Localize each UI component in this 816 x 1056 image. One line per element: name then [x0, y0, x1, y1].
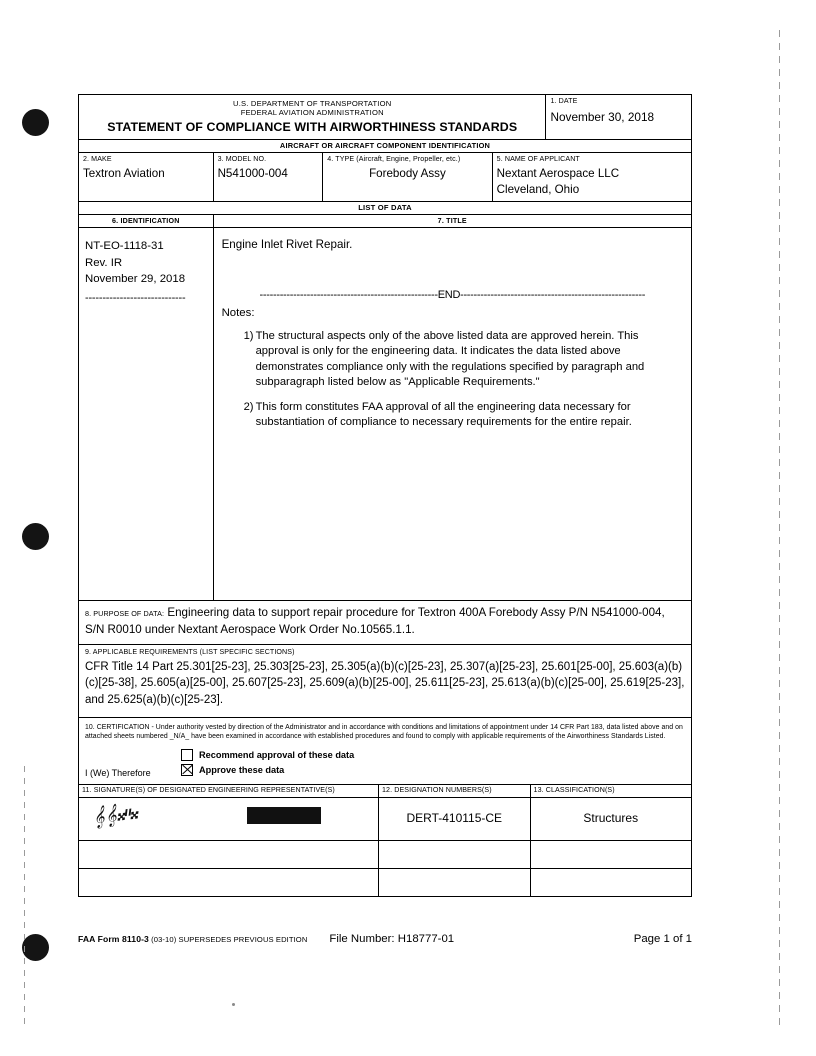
designation-cell [378, 841, 530, 868]
note-text: This form constitutes FAA approval of all the engineering data necessary for substantiation of compliance to necessary requirements for the entire repair. [255, 400, 632, 429]
faa-form-8110-3 [78, 94, 692, 897]
classification-cell [530, 841, 691, 868]
column-6-header: 6. IDENTIFICATION [112, 217, 180, 226]
note-text: The structural aspects only of the above listed data are approved herein. This approval is only for the engineering data. It indicates the data listed above demonstrates compliance only with the regulations specified by paragraph and subparagraph listed below as "Applicable Requirements." [255, 329, 645, 389]
model-value: N541000-004 [217, 167, 288, 181]
signature-cell[interactable] [79, 798, 378, 840]
classification-cell [530, 798, 691, 840]
form-title-block [79, 95, 545, 139]
certification-field [79, 718, 691, 786]
purpose-of-data-field [79, 601, 691, 644]
signature-table-header [79, 785, 691, 798]
agency-line-1: U.S. DEPARTMENT OF TRANSPORTATION [233, 99, 392, 108]
hole-punch-mark [22, 523, 49, 550]
option-recommend-label: Recommend approval of these data [199, 750, 355, 761]
form-header-row [79, 95, 691, 140]
list-item [222, 329, 683, 391]
data-title-text: Engine Inlet Rivet Repair. [221, 238, 353, 252]
certification-options [85, 749, 685, 779]
applicant-label: 5. NAME OF APPLICANT [496, 155, 580, 164]
list-of-data-header-row [79, 215, 691, 228]
notes-list [222, 329, 683, 431]
applicant-value: Nextant Aerospace LLC [496, 167, 620, 181]
type-value: Forebody Assy [369, 167, 446, 181]
signature-cell[interactable] [79, 869, 378, 896]
notes-label: Notes: [221, 306, 255, 319]
type-field [322, 153, 491, 200]
form-number: FAA Form 8110-3 [78, 934, 149, 944]
applicant-city: Cleveland, Ohio [496, 182, 580, 196]
form-number-block [78, 934, 307, 944]
certification-text-part1: 10. CERTIFICATION - Under authority vested by direction of the Administrator and in accordance with conditions and limitations of appointment under 14 CFR Part 183, data listed above and on attached sheets numbered [85, 723, 683, 740]
designation-number: DERT-410115-CE [406, 811, 503, 826]
table-row [79, 841, 691, 869]
applicant-field [492, 153, 691, 200]
type-label: 4. TYPE (Aircraft, Engine, Propeller, etc.) [327, 155, 461, 164]
title-cell [213, 228, 691, 600]
ident-line: November 29, 2018 [85, 273, 186, 286]
attached-sheets-value: _N/A_ [169, 732, 190, 740]
scan-edge-artifact [779, 30, 780, 1026]
band-list-of-data: LIST OF DATA [79, 202, 691, 216]
date-label: 1. DATE [550, 97, 578, 105]
designation-cell [378, 798, 530, 840]
redaction-block [247, 807, 321, 824]
file-number: File Number: H18777-01 [329, 933, 455, 945]
band-aircraft-identification: AIRCRAFT OR AIRCRAFT COMPONENT IDENTIFICATION [79, 140, 691, 154]
classification-cell [530, 869, 691, 896]
column-7-header: 7. TITLE [213, 215, 691, 227]
certification-text [85, 723, 685, 742]
model-field [213, 153, 323, 200]
checkbox-checked-icon[interactable] [181, 764, 193, 776]
option-recommend-approval[interactable] [181, 749, 685, 761]
column-13-header: 13. CLASSIFICATION(S) [530, 785, 691, 797]
note-number: 2) [243, 400, 254, 413]
page-number: Page 1 of 1 [633, 933, 692, 945]
ident-line: NT-EO-1118-31 [85, 240, 164, 253]
scan-edge-artifact [24, 766, 25, 1028]
scan-speck [232, 1003, 235, 1006]
identification-cell [79, 228, 213, 600]
model-label: 3. MODEL NO. [217, 155, 267, 164]
table-row [79, 869, 691, 896]
make-label: 2. MAKE [83, 155, 112, 164]
applicable-requirements-label: 9. APPLICABLE REQUIREMENTS (LIST SPECIFIC SECTIONS) [85, 647, 295, 656]
identification-row [79, 153, 691, 201]
list-of-data-body-row [79, 228, 691, 601]
agency-line-2: FEDERAL AVIATION ADMINISTRATION [240, 108, 384, 118]
purpose-value: Engineering data to support repair procedure for Textron 400A Forebody Assy P/N N541000-004, S/N R0010 under Nextant Aerospace Work Order No.10565.1.1. [85, 606, 665, 636]
checkbox-icon[interactable] [181, 749, 193, 761]
end-marker: -----------------------------------------------------END------------------------------------------------------- [259, 288, 646, 301]
option-approve-data[interactable] [181, 764, 685, 776]
list-item [222, 400, 683, 431]
signature-cell[interactable] [79, 841, 378, 868]
purpose-label: 8. PURPOSE OF DATA: [85, 609, 165, 619]
make-field [79, 153, 213, 200]
note-number: 1) [243, 329, 254, 342]
form-edition: (03-10) SUPERSEDES PREVIOUS EDITION [151, 935, 308, 944]
form-title: STATEMENT OF COMPLIANCE WITH AIRWORTHINESS STANDARDS [107, 119, 518, 134]
option-approve-label: Approve these data [199, 765, 285, 776]
classification-value: Structures [583, 811, 639, 826]
column-12-header: 12. DESIGNATION NUMBERS(S) [378, 785, 530, 797]
designation-cell [378, 869, 530, 896]
date-field [545, 95, 691, 139]
hole-punch-mark [22, 109, 49, 136]
form-footer [78, 933, 692, 945]
ident-line: Rev. IR [85, 256, 123, 269]
ident-separator: ----------------------------- [85, 291, 186, 304]
applicable-requirements-field [79, 645, 691, 718]
date-value: November 30, 2018 [550, 109, 655, 124]
hole-punch-mark [22, 934, 49, 961]
certification-text-part2: have been examined in accordance with established procedures and found to comply with applicable requirements of the Airworthiness Standards Listed. [189, 732, 666, 740]
therefore-label: I (We) Therefore [85, 768, 151, 779]
column-11-header: 11. SIGNATURE(S) OF DESIGNATED ENGINEERING REPRESENTATIVE(S) [82, 786, 335, 795]
make-value: Textron Aviation [83, 167, 165, 181]
table-row [79, 798, 691, 841]
applicable-requirements-value: CFR Title 14 Part 25.301[25-23], 25.303[25-23], 25.305(a)(b)(c)[25-23], 25.307(a)[25-23], 25.601[25-00], 25.603(a)(b)(c)[25-38], 25.605(a)[25-00], 25.607[25-23], 25.609(a)(b)[25-00], 25.611[25-23], 25.613(a)(b)(c)[25-00], 25.619[25-23], and 25.625(a)(b)(c)[25-23]. [85, 660, 685, 706]
handwritten-signature: 𝄞 𝄞 𝄪𝄥 𝄪 [91, 801, 139, 829]
